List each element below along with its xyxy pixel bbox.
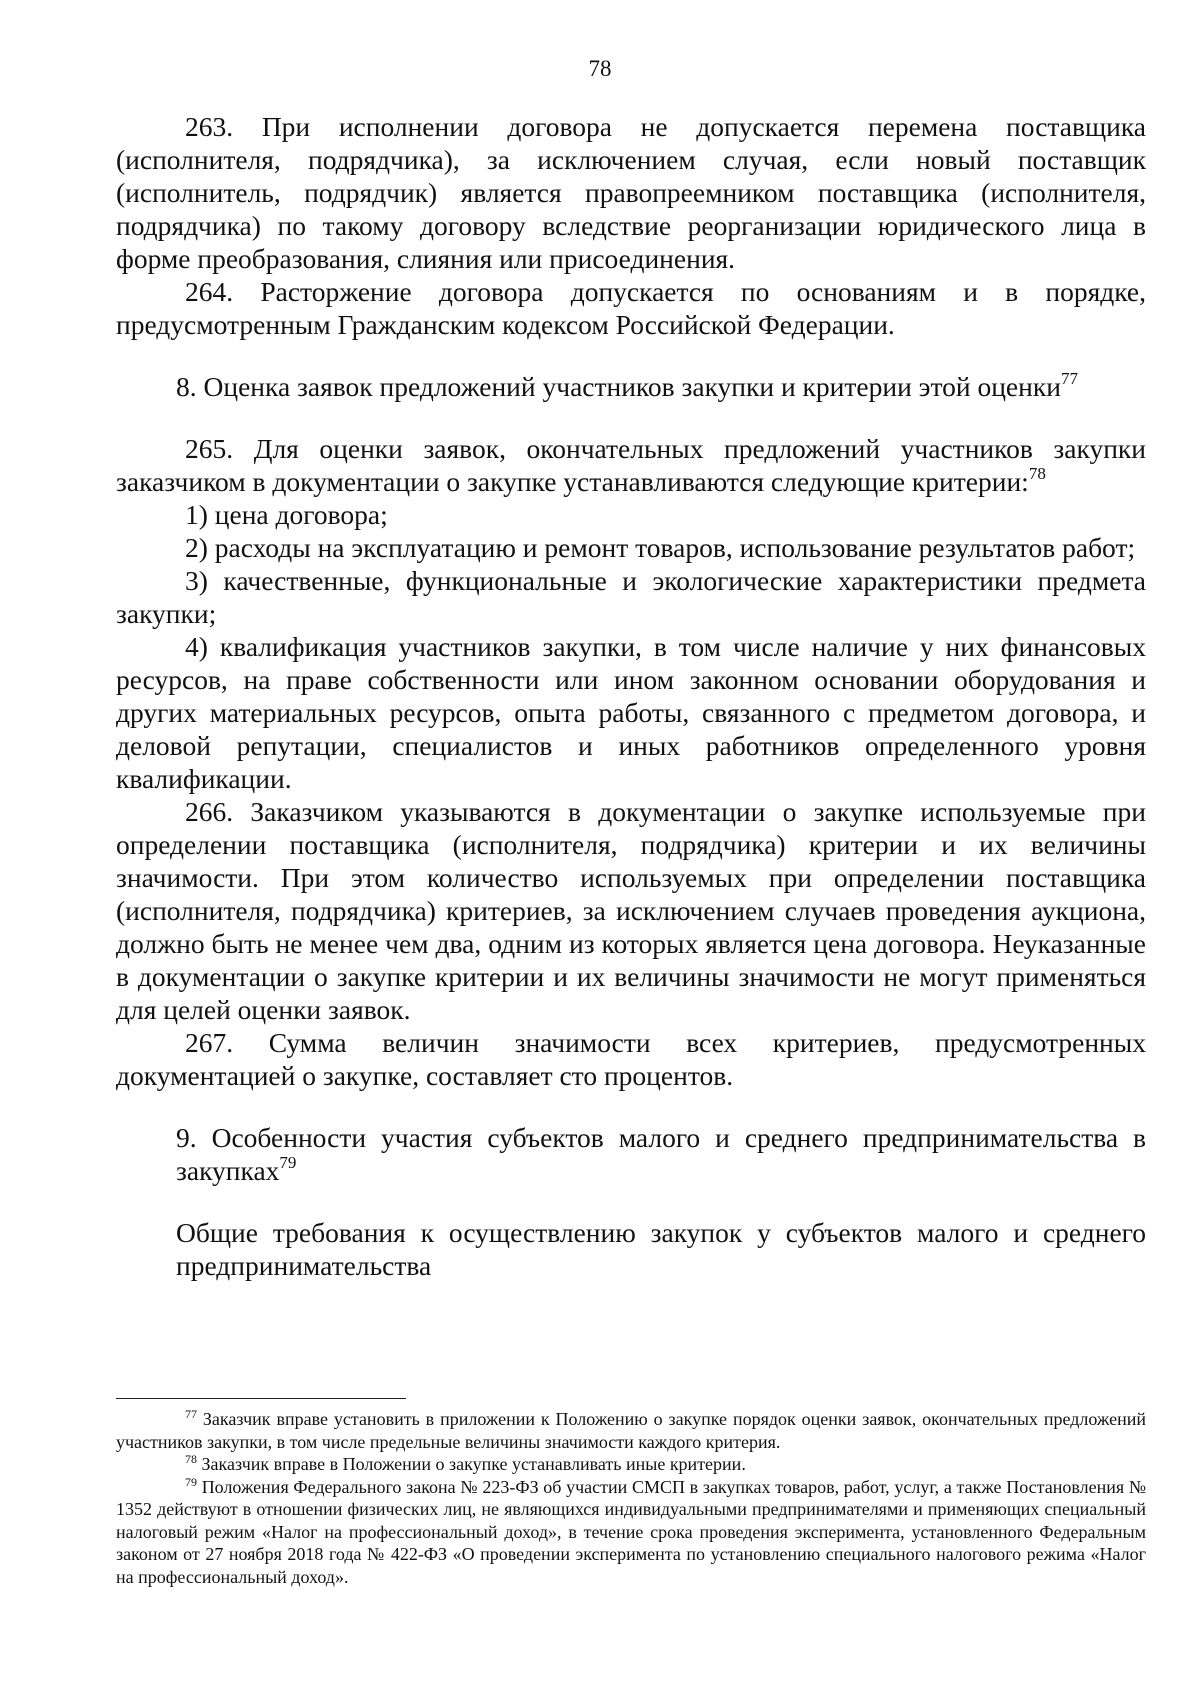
page-number: 78 (588, 56, 612, 81)
footnote-77 (116, 1408, 1146, 1453)
section-9-title: 9. Особенности участия субъектов малого и среднего предпринимательства в закупках (176, 1122, 1146, 1186)
section-8-heading (116, 370, 1146, 403)
paragraph-265 (116, 432, 1146, 498)
paragraph-265-text: 265. Для оценки заявок, окончательных предложений участников закупки заказчиком в документации о закупке устанавливаются следующие критерии: (116, 433, 1146, 497)
footnote-78-number: 78 (185, 1452, 197, 1466)
footnote-ref-77[interactable]: 77 (1060, 369, 1078, 388)
section-8-title: 8. Оценка заявок предложений участников закупки и критерии этой оценки (176, 371, 1061, 402)
footnote-separator (116, 1398, 406, 1399)
section-9-heading (116, 1121, 1146, 1187)
footnote-79 (116, 1476, 1146, 1589)
paragraph-263: 263. При исполнении договора не допускается перемена поставщика (исполнителя, подрядчика), за исключением случая, если новый поставщик (исполнитель, подрядчик) является правопреемником поставщика (исполнителя, подрядчика) по такому договору вследствие реорганизации юридического лица в форме преобразования, слияния или присоединения. (116, 111, 1146, 274)
criteria-item-1: 1) цена договора; (185, 499, 388, 530)
paragraph-264: 264. Расторжение договора допускается по основаниям и в порядке, предусмотренным Гражданским кодексом Российской Федерации. (116, 276, 1146, 340)
criteria-item-2: 2) расходы на эксплуатацию и ремонт товаров, использование результатов работ; (185, 532, 1136, 563)
criteria-item-3: 3) качественные, функциональные и экологические характеристики предмета закупки; (116, 565, 1146, 629)
document-body (116, 110, 1146, 1282)
footnote-77-number: 77 (185, 1407, 197, 1421)
section-9-subheading: Общие требования к осуществлению закупок у субъектов малого и среднего предпринимательства (176, 1217, 1146, 1281)
footnotes (116, 1408, 1146, 1588)
paragraph-266: 266. Заказчиком указываются в документации о закупке используемые при определении поставщика (исполнителя, подрядчика) критерии и их величины значимости. При этом количество используемых при определении поставщика (исполнителя, подрядчика) критериев, за исключением случаев проведения аукциона, должно быть не менее чем два, одним из которых является цена договора. Неуказанные в документации о закупке критерии и их величины значимости не могут применяться для целей оценки заявок. (116, 796, 1146, 1025)
footnote-77-text: Заказчик вправе установить в приложении к Положению о закупке порядок оценки заявок, окончательных предложений участников закупки, в том числе предельные величины значимости каждого критерия. (116, 1409, 1146, 1452)
criteria-item-4: 4) квалификация участников закупки, в том числе наличие у них финансовых ресурсов, на праве собственности или ином законном основании оборудования и других материальных ресурсов, опыта работы, связанного с предметом договора, и деловой репутации, специалистов и иных работников определенного уровня квалификации. (116, 631, 1146, 794)
footnote-ref-78[interactable]: 78 (1028, 464, 1046, 483)
paragraph-267: 267. Сумма величин значимости всех критериев, предусмотренных документацией о закупке, составляет сто процентов. (116, 1027, 1146, 1091)
footnote-ref-79[interactable]: 79 (279, 1153, 297, 1172)
footnote-79-number: 79 (185, 1474, 197, 1489)
footnote-78-text: Заказчик вправе в Положении о закупке устанавливать иные критерии. (201, 1454, 746, 1474)
footnote-78 (116, 1453, 1146, 1476)
footnote-79-text: Положения Федерального закона № 223-ФЗ об участии СМСП в закупках товаров, работ, услуг, а также Постановления № 1352 действуют в отношении физических лиц, не являющихся индивидуальными предпринимателями и применяющих специальный налоговый режим «Налог на профессиональный доход», в течение срока проведения эксперимента, установленного Федеральным законом от 27 ноября 2018 года № 422-ФЗ «О проведении эксперимента по установлению специального налогового режима «Налог на профессиональный доход». (116, 1476, 1146, 1587)
